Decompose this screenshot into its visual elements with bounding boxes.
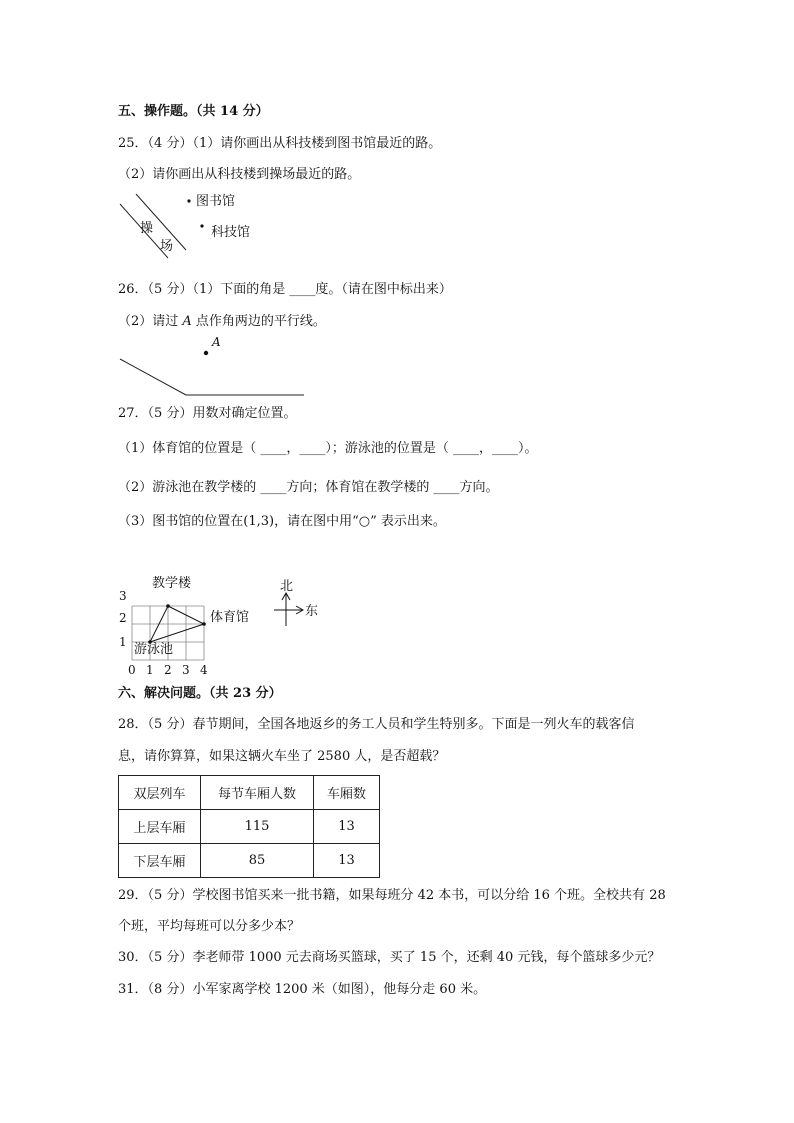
x-tick-4: 4 [200, 663, 208, 677]
point-a-label: A [212, 335, 221, 349]
library-label: 图书馆 [196, 194, 236, 209]
q25-line1: 25．（4 分）（1）请你画出从科技楼到图书馆最近的路。 [118, 136, 442, 151]
gym-point [202, 622, 206, 626]
x-tick-3: 3 [182, 663, 190, 677]
table-row [119, 844, 380, 878]
passenger-table [118, 775, 380, 878]
q29-line2: 个班，平均每班可以分多少本？ [118, 919, 301, 934]
q27-line2: （2）游泳池在教学楼的 ____方向；体育馆在教学楼的 ____方向。 [118, 480, 499, 495]
y-tick-2: 2 [119, 611, 127, 625]
tech-point [200, 224, 203, 227]
compass-north: 北 [280, 579, 294, 594]
library-point [187, 199, 190, 202]
q27-line1: （1）体育馆的位置是（ ____，____）；游泳池的位置是（ ____，____）。 [118, 441, 538, 456]
q31: 31．（8 分）小军家离学校 1200 米（如图），他每分走 60 米。 [118, 982, 487, 997]
q27-line3: （3）图书馆的位置在(1,3)，请在图中用“○” 表示出来。 [118, 514, 446, 529]
section5-heading: 五、操作题。（共 14 分） [118, 104, 269, 119]
table-row [119, 810, 380, 844]
angle-ray-upper [120, 359, 186, 395]
label-teaching: 教学楼 [152, 576, 192, 591]
q30: 30．（5 分）李老师带 1000 元去商场买篮球，买了 15 个，还剩 40 元钱，每个篮球多少元？ [118, 950, 661, 965]
table-header-cell: 每节车厢人数 [201, 776, 314, 810]
q27-grid-diagram [110, 570, 350, 680]
table-header-cell: 车厢数 [314, 776, 380, 810]
q26-line2-prefix: （2）请过 [118, 314, 183, 329]
y-tick-1: 1 [119, 635, 127, 649]
q26-line1: 26．（5 分）（1）下面的角是 ____度。（请在图中标出来） [118, 282, 452, 297]
table-cell: 上层车厢 [119, 810, 201, 844]
x-tick-0: 0 [128, 663, 136, 677]
table-cell: 13 [314, 844, 380, 878]
q26-line2 [118, 314, 326, 330]
table-header-cell: 双层列车 [119, 776, 201, 810]
q27-line0: 27．（5 分）用数对确定位置。 [118, 406, 297, 421]
q26-line2-point: A [182, 314, 192, 329]
table-header-row [119, 776, 380, 810]
q25-diagram [110, 186, 310, 266]
compass-arrows [274, 593, 303, 626]
y-tick-3: 3 [119, 589, 127, 603]
label-gym: 体育馆 [210, 610, 250, 625]
teaching-point [166, 604, 170, 608]
tech-label: 科技馆 [211, 225, 251, 240]
point-a [204, 351, 208, 355]
label-pool: 游泳池 [134, 642, 174, 657]
q25-line2: （2）请你画出从科技楼到操场最近的路。 [118, 167, 361, 182]
q29-line1: 29．（5 分）学校图书馆买来一批书籍，如果每班分 42 本书，可以分给 16 个班。全校共有 28 [118, 888, 666, 903]
q28-line1: 28．（5 分）春节期间，全国各地返乡的务工人员和学生特别多。下面是一列火车的载客信 [118, 717, 635, 732]
q26-line2-suffix: 点作角两边的平行线。 [191, 314, 326, 329]
table-cell: 85 [201, 844, 314, 878]
compass-east: 东 [305, 604, 319, 619]
q28-line2: 息，请你算算，如果这辆火车坐了 2580 人，是否超载？ [118, 749, 446, 764]
q26-angle-diagram [118, 333, 318, 403]
field-label-1: 操 [140, 221, 154, 236]
table-cell: 115 [201, 810, 314, 844]
table-cell: 下层车厢 [119, 844, 201, 878]
table-cell: 13 [314, 810, 380, 844]
x-tick-1: 1 [146, 663, 154, 677]
x-tick-2: 2 [164, 663, 172, 677]
field-label-2: 场 [160, 239, 174, 254]
section6-heading: 六、解决问题。（共 23 分） [118, 686, 282, 701]
